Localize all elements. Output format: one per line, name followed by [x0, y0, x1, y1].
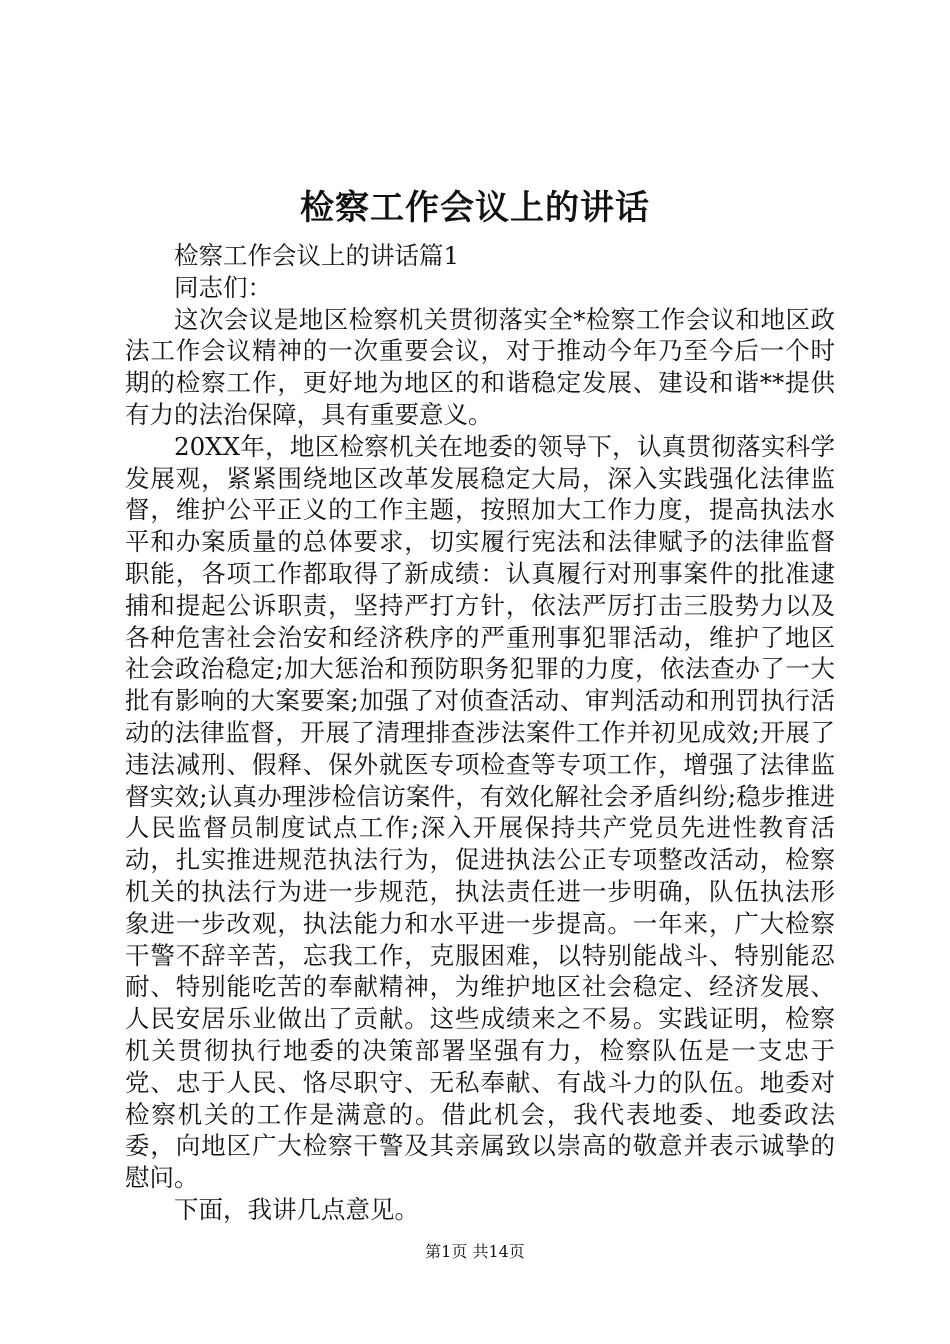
paragraph-achievements: 20XX年，地区检察机关在地委的领导下，认真贯彻落实科学发展观，紧紧围绕地区改革发展稳定大局，深入实践强化法律监督，维护公平正义的工作主题，按照加大工作力度，提高执法水平和办案质量的总体要求，切实履行宪法和法律赋予的法律监督职能，各项工作都取得了新成绩：认真履行对刑事案件的批准逮捕和提起公诉职责，坚持严打方针，依法严厉打击三股势力以及各种危害社会治安和经济秩序的严重刑事犯罪活动，维护了地区社会政治稳定;加大惩治和预防职务犯罪的力度，依法查办了一大批有影响的大案要案;加强了对侦查活动、审判活动和刑罚执行活动的法律监督，开展了清理排查涉法案件工作并初见成效;开展了违法减刑、假释、保外就医专项检查等专项工作，增强了法律监督实效;认真办理涉检信访案件，有效化解社会矛盾纠纷;稳步推进人民监督员制度试点工作;深入开展保持共产党员先进性教育活动，扎实推进规范执法行为，促进执法公正专项整改活动，检察机关的执法行为进一步规范，执法责任进一步明确，队伍执法形象进一步改观，执法能力和水平进一步提高。一年来，广大检察干警不辞辛苦，忘我工作，克服困难，以特别能战斗、特别能忍耐、特别能吃苦的奉献精神，为维护地区社会稳定、经济发展、人民安居乐业做出了贡献。这些成绩来之不易。实践证明，检察机关贯彻执行地委的决策部署坚强有力，检察队伍是一支忠于党、忠于人民、恪尽职守、无私奉献、有战斗力的队伍。地委对检察机关的工作是满意的。借此机会，我代表地委、地委政法委，向地区广大检察干警及其亲属致以崇高的敬意并表示诚挚的慰问。	[125, 431, 835, 1193]
salutation: 同志们：	[174, 272, 272, 302]
paragraph-intro: 这次会议是地区检察机关贯彻落实全*检察工作会议和地区政法工作会议精神的一次重要会议，对于推动今年乃至今后一个时期的检察工作，更好地为地区的和谐稳定发展、建设和谐**提供有力的法治保障，具有重要意义。	[125, 304, 835, 429]
document-title: 检察工作会议上的讲话	[300, 188, 650, 228]
document-body	[125, 240, 835, 1226]
page-footer: 第1页 共14页	[425, 1242, 525, 1261]
paragraph-transition: 下面，我讲几点意见。	[174, 1194, 419, 1224]
section-heading: 检察工作会议上的讲话篇1	[174, 241, 460, 270]
